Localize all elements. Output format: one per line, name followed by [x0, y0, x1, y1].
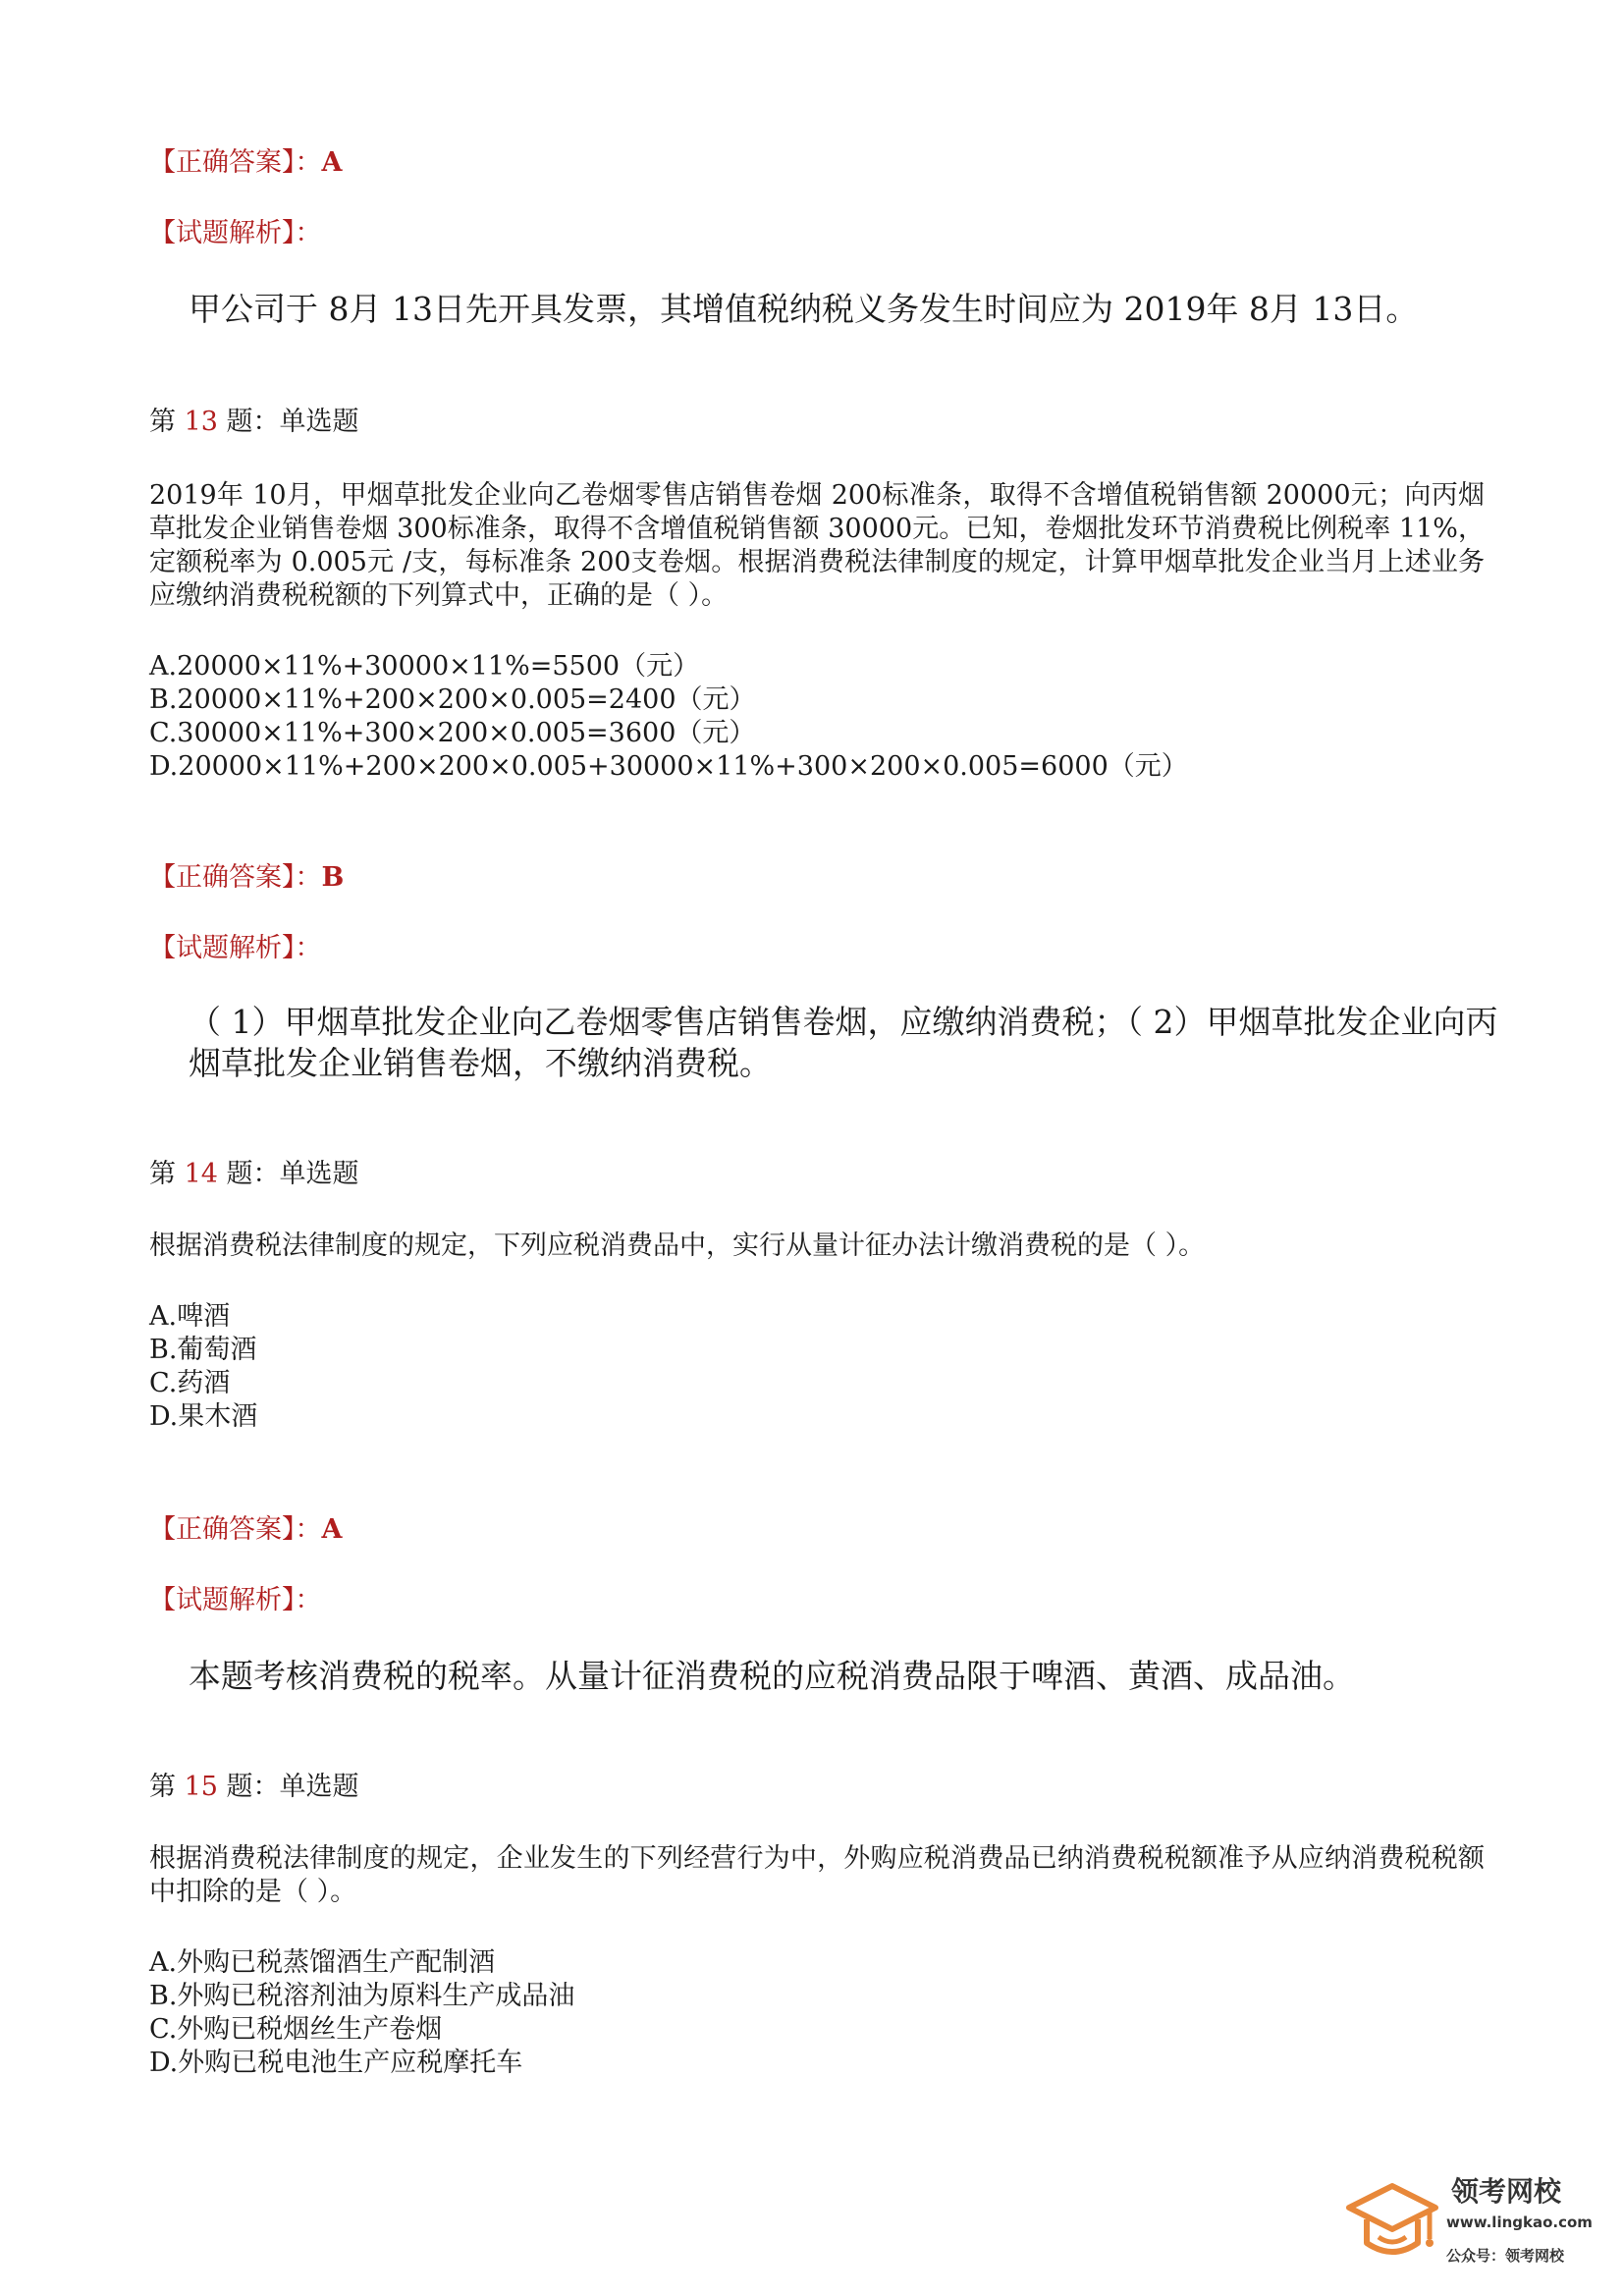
answer-label: 【正确答案】： — [149, 862, 322, 893]
option-d: D.果木酒 — [149, 1401, 258, 1432]
option-d: D.20000×11%+200×200×0.005+30000×11%+300×200×0.005=6000（元） — [149, 751, 1188, 782]
option-c: C.30000×11%+300×200×0.005=3600（元） — [149, 718, 756, 748]
question-text: 根据消费税法律制度的规定，下列应税消费品中，实行从量计征办法计缴消费税的是（ ）。 — [149, 1230, 1206, 1261]
option-d: D.外购已税电池生产应税摩托车 — [149, 2048, 523, 2078]
question-text: 根据消费税法律制度的规定，企业发生的下列经营行为中，外购应税消费品已纳消费税税额准予从应纳消费税税额中扣除的是（ ）。 — [149, 1843, 1485, 1907]
option-list — [149, 1300, 1485, 1434]
question-header — [149, 405, 1485, 440]
answer-label: 【正确答案】： — [149, 147, 322, 178]
option-c: C.外购已税烟丝生产卷烟 — [149, 2014, 443, 2045]
logo-url: www.lingkao.com — [1446, 2214, 1593, 2231]
logo-wechat: 公众号：领考网校 — [1446, 2247, 1565, 2265]
answer-value: A — [321, 1514, 343, 1545]
answer-line — [149, 1512, 1485, 1548]
analysis-label: 【试题解析】： — [149, 933, 322, 963]
question-header — [149, 1770, 1485, 1805]
question-type: 题：单选题 — [226, 1159, 359, 1189]
option-a: A.外购已税蒸馏酒生产配制酒 — [149, 1947, 496, 1978]
option-b: B.外购已税溶剂油为原料生产成品油 — [149, 1981, 575, 2011]
question-number: 15 — [184, 1772, 218, 1802]
question-number: 13 — [184, 407, 218, 437]
answer-value: A — [321, 147, 343, 178]
question-number: 14 — [184, 1159, 218, 1189]
answer-line — [149, 860, 1485, 896]
logo-brand-name: 领考网校 — [1451, 2175, 1562, 2208]
option-b: B.20000×11%+200×200×0.005=2400（元） — [149, 684, 756, 715]
analysis-text: 本题考核消费税的税率。从量计征消费税的应税消费品限于啤酒、黄酒、成品油。 — [189, 1657, 1355, 1695]
option-a: A.20000×11%+30000×11%=5500（元） — [149, 651, 700, 682]
answer-value: B — [321, 862, 345, 893]
brand-logo — [1343, 2170, 1608, 2288]
question-type: 题：单选题 — [226, 407, 359, 437]
question-text: 2019年 10月，甲烟草批发企业向乙卷烟零售店销售卷烟 200标准条，取得不含增值税销售额 20000元；向丙烟草批发企业销售卷烟 300标准条，取得不含增值税销售额 30000元。已知，卷烟批发环节消费税比例税率 11%，定额税率为 0.005元 /支，每标准条 200支卷烟。根据消费税法律制度的规定，计算甲烟草批发企业当月上述业务应缴纳消费税税额的下列算式中，正确的是（ ）。 — [149, 480, 1485, 611]
analysis-label: 【试题解析】： — [149, 1585, 322, 1615]
graduation-cap-icon — [1343, 2178, 1441, 2276]
question-prefix: 第 — [149, 1159, 176, 1189]
analysis-label: 【试题解析】： — [149, 218, 322, 248]
analysis-text: （ 1）甲烟草批发企业向乙卷烟零售店销售卷烟，应缴纳消费税；（ 2）甲烟草批发企业向丙烟草批发企业销售卷烟，不缴纳消费税。 — [189, 1003, 1498, 1082]
question-prefix: 第 — [149, 1772, 176, 1802]
answer-label: 【正确答案】： — [149, 1514, 322, 1545]
analysis-text: 甲公司于 8月 13日先开具发票，其增值税纳税义务发生时间应为 2019年 8月 13日。 — [189, 290, 1419, 328]
question-type: 题：单选题 — [226, 1772, 359, 1802]
question-header — [149, 1157, 1485, 1192]
option-c: C.药酒 — [149, 1368, 231, 1398]
option-list — [149, 650, 1485, 784]
option-b: B.葡萄酒 — [149, 1335, 257, 1365]
option-a: A.啤酒 — [149, 1301, 231, 1332]
option-list — [149, 1946, 1485, 2080]
question-prefix: 第 — [149, 407, 176, 437]
answer-line — [149, 145, 1485, 181]
